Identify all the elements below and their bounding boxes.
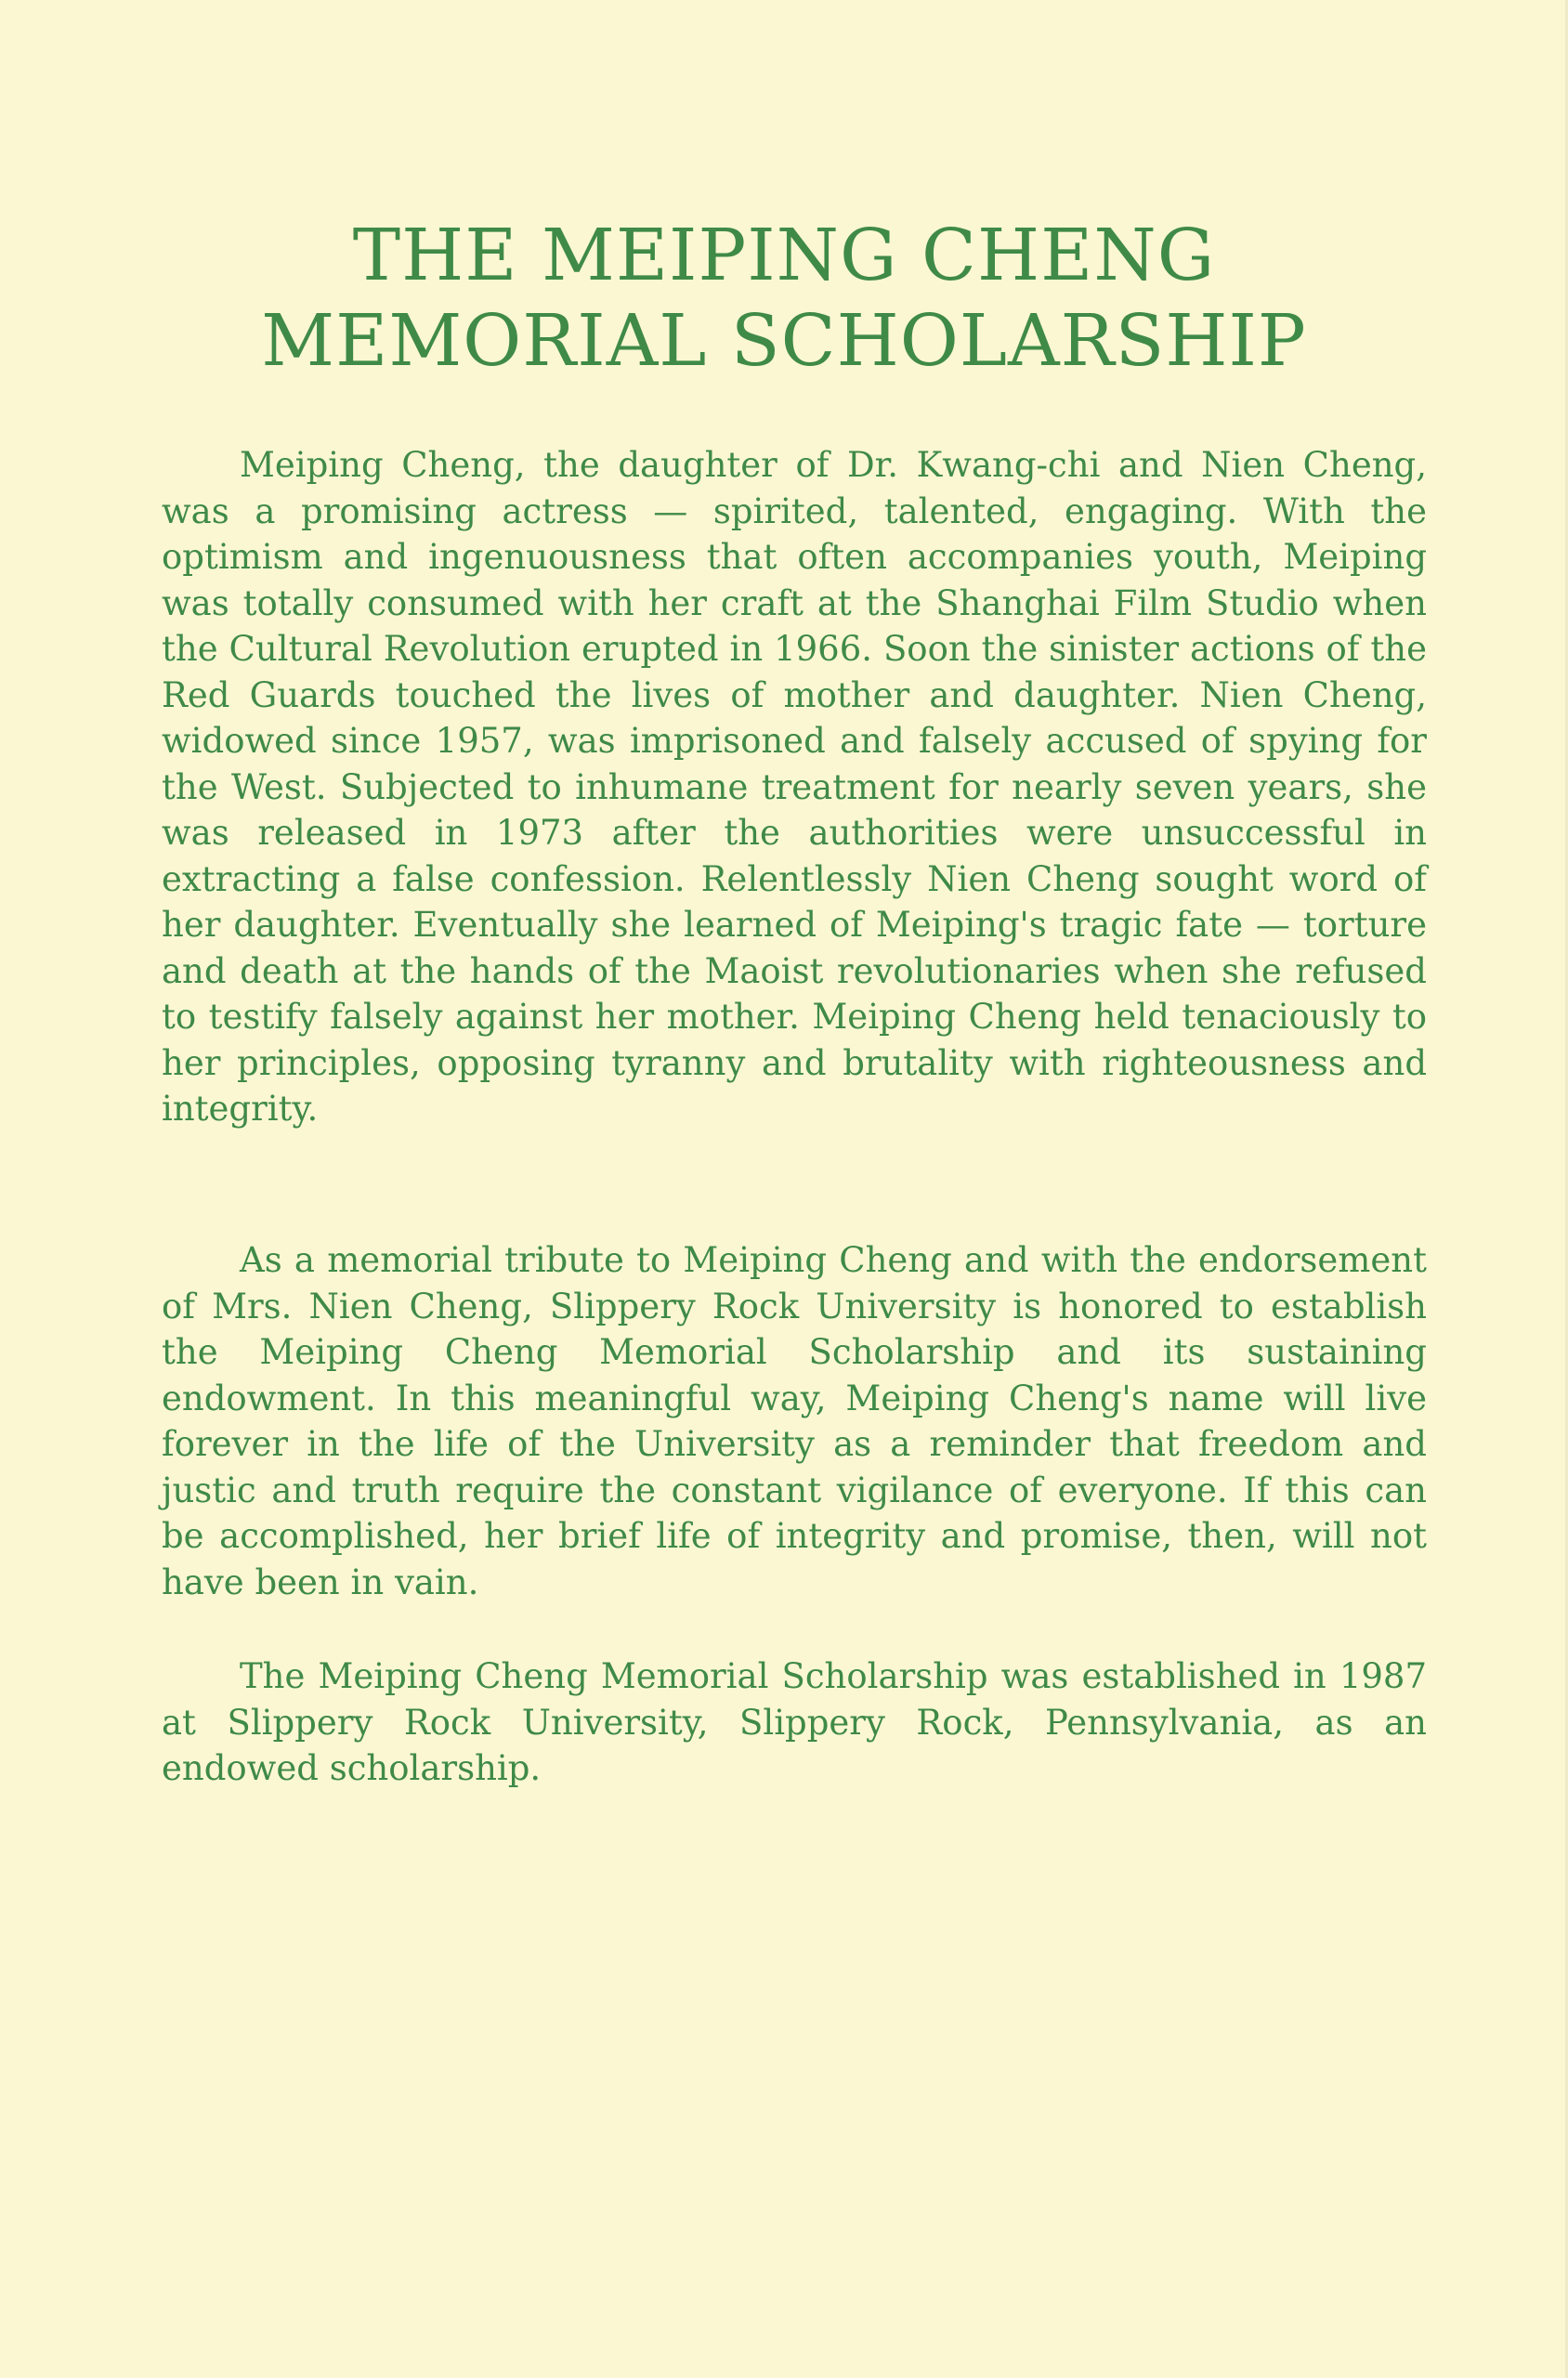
paragraph-memorial-tribute: As a memorial tribute to Meiping Cheng and with the endorsement of Mrs. Nien Cheng, Slippery Rock University is honored to establish the Meiping Cheng Memorial Scholarship and its sustaining endowment. In this meaningful way, Meiping Cheng's name will live forever in the life of the University as a reminder that freedom and justic and truth require the constant vigilance of everyone. If this can be accomplished, her brief life of integrity and promise, then, will not have been in vain. [162, 1240, 1427, 1602]
page-title [0, 214, 1568, 385]
title-line-1: THE MEIPING CHENG [352, 215, 1216, 297]
paragraph-biography: Meiping Cheng, the daughter of Dr. Kwang-chi and Nien Cheng, was a promising actress — spirited, talented, engaging. With the optimism and ingenuousness that often accompanies youth, Meiping was totally consumed with her craft at the Shanghai Film Studio when the Cultural Revolution erupted in 1966. Soon the sinister actions of the Red Guards touched the lives of mother and daughter. Nien Cheng, widowed since 1957, was imprisoned and falsely accused of spying for the West. Subjected to inhumane treatment for nearly seven years, she was released in 1973 after the authorities were unsuccessful in extracting a false confession. Relentlessly Nien Cheng sought word of her daughter. Eventually she learned of Meiping's tragic fate — torture and death at the hands of the Maoist revolutionaries when she refused to testify falsely against her mother. Meiping Cheng held tenaciously to her principles, opposing tyranny and brutality with righteousness and integrity. [162, 445, 1427, 1129]
title-line-2: MEMORIAL SCHOLARSHIP [261, 300, 1307, 383]
paragraph-establishment: The Meiping Cheng Memorial Scholarship was established in 1987 at Slippery Rock University, Slippery Rock, Pennsylvania, as an endowed scholarship. [162, 1656, 1427, 1788]
